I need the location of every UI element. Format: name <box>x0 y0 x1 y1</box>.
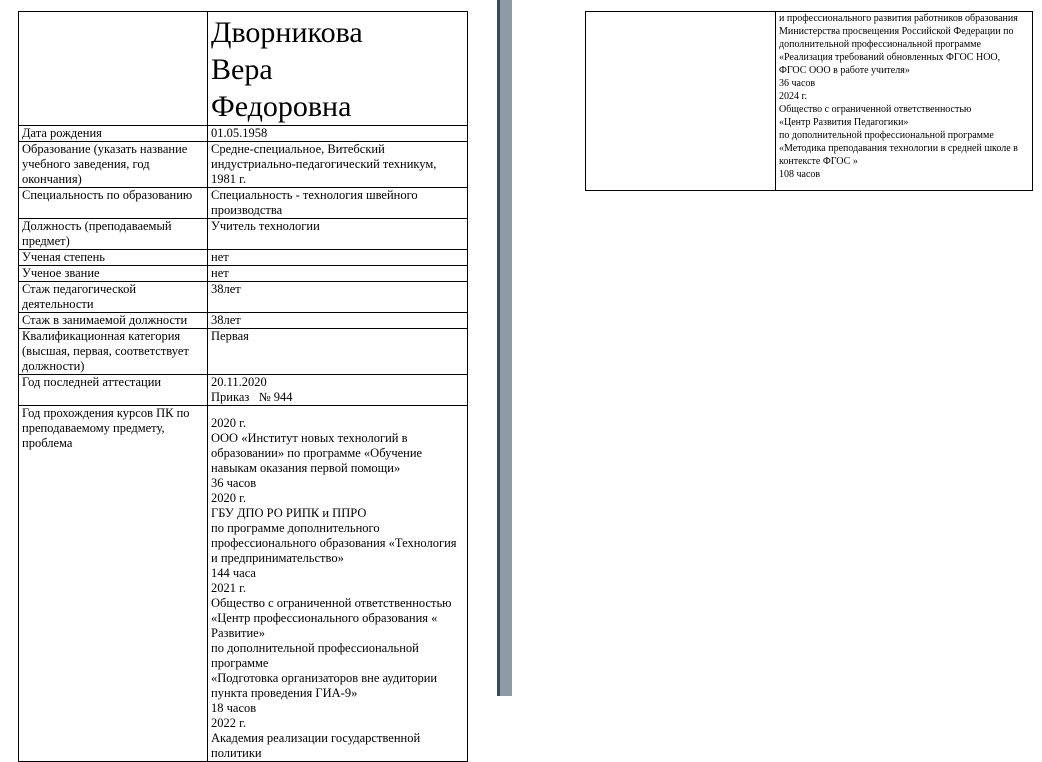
name-row <box>19 12 468 126</box>
course-line: по дополнительной профессиональной программе <box>779 130 994 141</box>
document-page-left <box>0 0 497 760</box>
table-row <box>19 250 468 266</box>
course-line: 108 часов <box>779 169 821 180</box>
row-label: Квалификационная категория (высшая, первая, соответствует должности) <box>19 329 208 375</box>
course-line: Общество с ограниченной ответственностью <box>779 104 972 115</box>
teacher-profile-table-continued <box>585 11 1033 191</box>
course-line: по дополнительной профессиональной программе <box>211 641 419 670</box>
table-row <box>19 142 468 188</box>
course-line: и профессионального развития работников образования Министерства просвещения Российской Федерации по дополнительной профессиональной программе «Реализация требований обновленных ФГОС НОО, ФГОС ООО в работе учителя» <box>779 13 1018 76</box>
course-line: «Центр профессионального образования « Развитие» <box>211 611 438 640</box>
course-line: ГБУ ДПО РО РИПК и ППРО <box>211 506 367 520</box>
row-label: Ученая степень <box>19 250 208 266</box>
row-label-empty <box>586 12 776 191</box>
row-value: 01.05.1958 <box>208 126 468 142</box>
table-row <box>19 266 468 282</box>
attestation-date: 20.11.2020 <box>211 375 267 389</box>
course-line: 2021 г. <box>211 581 246 595</box>
row-label: Дата рождения <box>19 126 208 142</box>
attestation-order: Приказ № 944 <box>211 390 293 404</box>
row-label: Образование (указать название учебного заведения, год окончания) <box>19 142 208 188</box>
courses-cell-continued <box>776 12 1033 191</box>
teacher-profile-table <box>18 11 468 762</box>
course-line: Академия реализации государственной политики <box>211 731 421 760</box>
course-line: «Центр Развития Педагогики» <box>779 117 909 128</box>
row-label: Ученое звание <box>19 266 208 282</box>
course-line: Общество с ограниченной ответственностью <box>211 596 452 610</box>
course-line: 2022 г. <box>211 716 246 730</box>
row-value: нет <box>208 250 468 266</box>
document-page-right <box>512 0 1042 696</box>
course-line: «Методика преподавания технологии в средней школе в контексте ФГОС » <box>779 143 1018 167</box>
table-row <box>19 406 468 762</box>
course-line: 36 часов <box>779 78 816 89</box>
row-value: Учитель технологии <box>208 219 468 250</box>
row-value: 38лет <box>208 282 468 313</box>
course-line: 2024 г. <box>779 91 807 102</box>
row-label: Год прохождения курсов ПК по преподаваемому предмету, проблема <box>19 406 208 762</box>
course-line: ООО «Институт новых технологий в образовании» по программе «Обучение навыкам оказания первой помощи» <box>211 431 423 475</box>
table-row <box>19 126 468 142</box>
table-row <box>19 313 468 329</box>
course-line: 2020 г. <box>211 416 246 430</box>
row-label: Специальность по образованию <box>19 188 208 219</box>
course-line: «Подготовка организаторов вне аудитории пункта проведения ГИА-9» <box>211 671 438 700</box>
course-line: 36 часов <box>211 476 257 490</box>
row-value: Средне-специальное, Витебский индустриально-педагогический техникум, 1981 г. <box>208 142 468 188</box>
patronymic: Федоровна <box>211 90 352 123</box>
first-name: Вера <box>211 53 273 86</box>
row-value: Специальность - технология швейного производства <box>208 188 468 219</box>
row-value <box>208 375 468 406</box>
row-value: нет <box>208 266 468 282</box>
course-line: по программе дополнительного профессионального образования «Технология и предпринимательство» <box>211 521 457 565</box>
course-line: 2020 г. <box>211 491 246 505</box>
row-label: Стаж в занимаемой должности <box>19 313 208 329</box>
table-row <box>19 219 468 250</box>
table-row <box>19 282 468 313</box>
full-name <box>208 12 468 126</box>
row-value: 38лет <box>208 313 468 329</box>
surname: Дворникова <box>211 16 363 49</box>
course-line: 18 часов <box>211 701 257 715</box>
photo-cell <box>19 12 208 126</box>
table-row <box>19 188 468 219</box>
table-row <box>19 329 468 375</box>
row-label: Год последней аттестации <box>19 375 208 406</box>
row-value: Первая <box>208 329 468 375</box>
course-line: 144 часа <box>211 566 256 580</box>
row-label: Стаж педагогической деятельности <box>19 282 208 313</box>
row-label: Должность (преподаваемый предмет) <box>19 219 208 250</box>
courses-cell <box>208 406 468 762</box>
table-row <box>19 375 468 406</box>
table-row <box>586 12 1033 191</box>
page-separator <box>497 0 512 696</box>
